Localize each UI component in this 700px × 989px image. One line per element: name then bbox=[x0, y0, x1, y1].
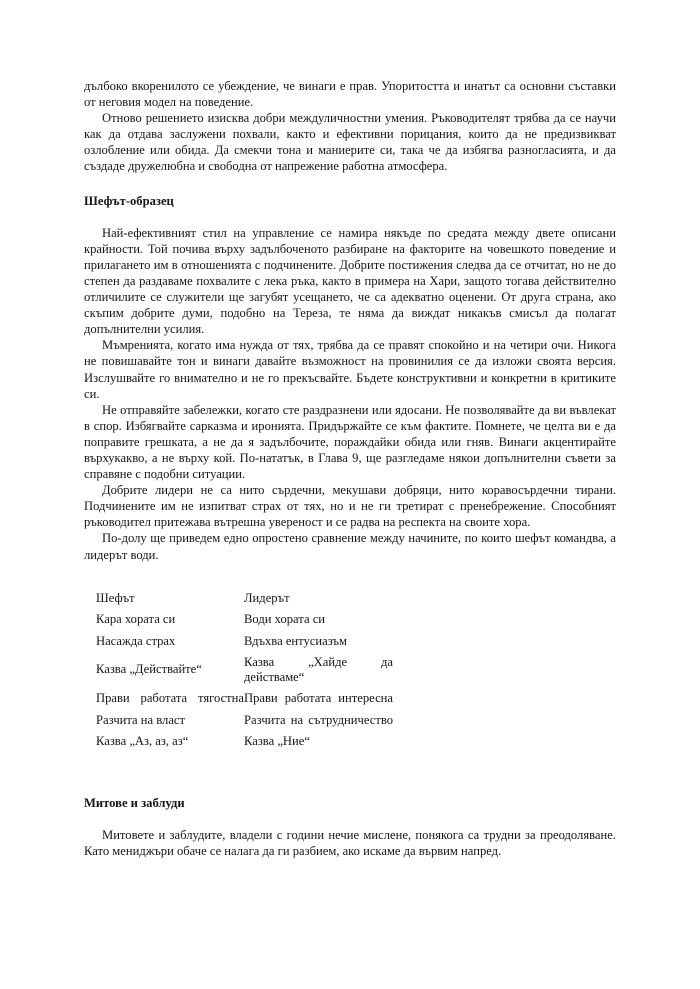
paragraph-reprimands: Мъмренията, когато има нужда от тях, трябва да се правят спокойно и на четири очи. Никога не повишавайте тон и винаги давайте възможност на провинилия се да изложи своята версия. Изслушвайте го внимателно и не го прекъсвайте. Бъдете конструктивни и конкретни в критиките си. bbox=[84, 338, 616, 401]
section-heading-model-boss: Шефът-образец bbox=[84, 193, 174, 208]
leader-cell: Прави работата интересна bbox=[244, 691, 393, 706]
paragraph-continuation: дълбоко вкоренилото се убеждение, че винаги е прав. Упоритостта и инатът са основни съставки от неговия модел на поведение. bbox=[84, 79, 616, 110]
paragraph-good-leaders: Добрите лидери не са нито сърдечни, мекушави добряци, нито коравосърдечни тирани. Подчинените им не изпитват страх от тях, но и не ги третират с пренебрежение. Способният ръководител притежава вътрешна увереност и се радва на респекта на своите хора. bbox=[84, 483, 616, 530]
comparison-row bbox=[96, 734, 393, 749]
leader-cell: Вдъхва ентусиазъм bbox=[244, 633, 347, 648]
leader-cell: Лидерът bbox=[244, 590, 290, 605]
comparison-row bbox=[96, 691, 393, 706]
boss-cell: Разчита на власт bbox=[96, 712, 186, 727]
comparison-row bbox=[96, 591, 393, 606]
boss-cell: Кара хората си bbox=[96, 612, 176, 627]
section-heading-myths: Митове и заблуди bbox=[84, 795, 185, 810]
leader-cell: Разчита на сътрудничество bbox=[244, 712, 393, 727]
comparison-row bbox=[96, 612, 393, 627]
document-page bbox=[84, 78, 616, 859]
comparison-row bbox=[96, 713, 393, 728]
boss-cell: Шефът bbox=[96, 590, 135, 605]
comparison-row bbox=[96, 634, 393, 649]
paragraph-effective-style: Най-ефективният стил на управление се намира някъде по средата между двете описани крайности. Той почива върху задълбоченото разбиране на факторите на човешкото поведение и прилагането им в отношенията с подчинените. Добрите постижения следва да се отчитат, но не до степен да раздаваме похвалите с лека ръка, както в примера на Хари, защото тогава действително отличилите се служители ще загубят усещането, че са адекватно оценени. От друга страна, ако скъпим добрите думи, подобно на Тереза, те няма да виждат никакъв смисъл да полагат допълнителни усилия. bbox=[84, 225, 616, 337]
leader-cell: Казва „Хайде да действаме“ bbox=[244, 655, 393, 684]
paragraph-comparison-intro: По-долу ще приведем едно опростено сравнение между начините, по които шефът командва, а лидерът води. bbox=[84, 531, 616, 562]
boss-cell: Казва „Аз, аз, аз“ bbox=[96, 734, 189, 749]
leader-cell: Казва „Ние“ bbox=[244, 734, 310, 749]
leader-cell: Води хората си bbox=[244, 612, 326, 627]
paragraph-solution: Отново решението изисква добри междуличностни умения. Ръководителят трябва да се научи как да отдава заслужени похвали, както и ефективни порицания, които да не предизвикват озлобление или обида. Да смекчи тона и маниерите си, така че да избягва разногласията, и да създаде дружелюбна и свободна от напрежение работна атмосфера. bbox=[84, 111, 616, 174]
boss-cell: Прави работата тягостна bbox=[96, 691, 244, 706]
boss-cell: Казва „Действайте“ bbox=[96, 662, 202, 677]
comparison-row bbox=[96, 655, 393, 684]
paragraph-no-remarks: Не отправяйте забележки, когато сте раздразнени или ядосани. Не позволявайте да ви въвлекат в спор. Избягвайте сарказма и иронията. Придържайте се към фактите. Помнете, че целта ви е да поправите грешката, а не да я задълбочите, пораждайки обида или гняв. Винаги акцентирайте върхукакво, а не върху кой. По-нататък, в Глава 9, ще разгледаме някои допълнителни съвети за справяне с подобни ситуации. bbox=[84, 402, 616, 482]
paragraph-myths: Митовете и заблудите, владели с години нечие мислене, понякога са трудни за преодоляване. Като мениджъри обаче се налага да ги разбием, ако искаме да вървим напред. bbox=[84, 827, 616, 858]
boss-leader-comparison bbox=[96, 591, 393, 749]
boss-cell: Насажда страх bbox=[96, 633, 176, 648]
